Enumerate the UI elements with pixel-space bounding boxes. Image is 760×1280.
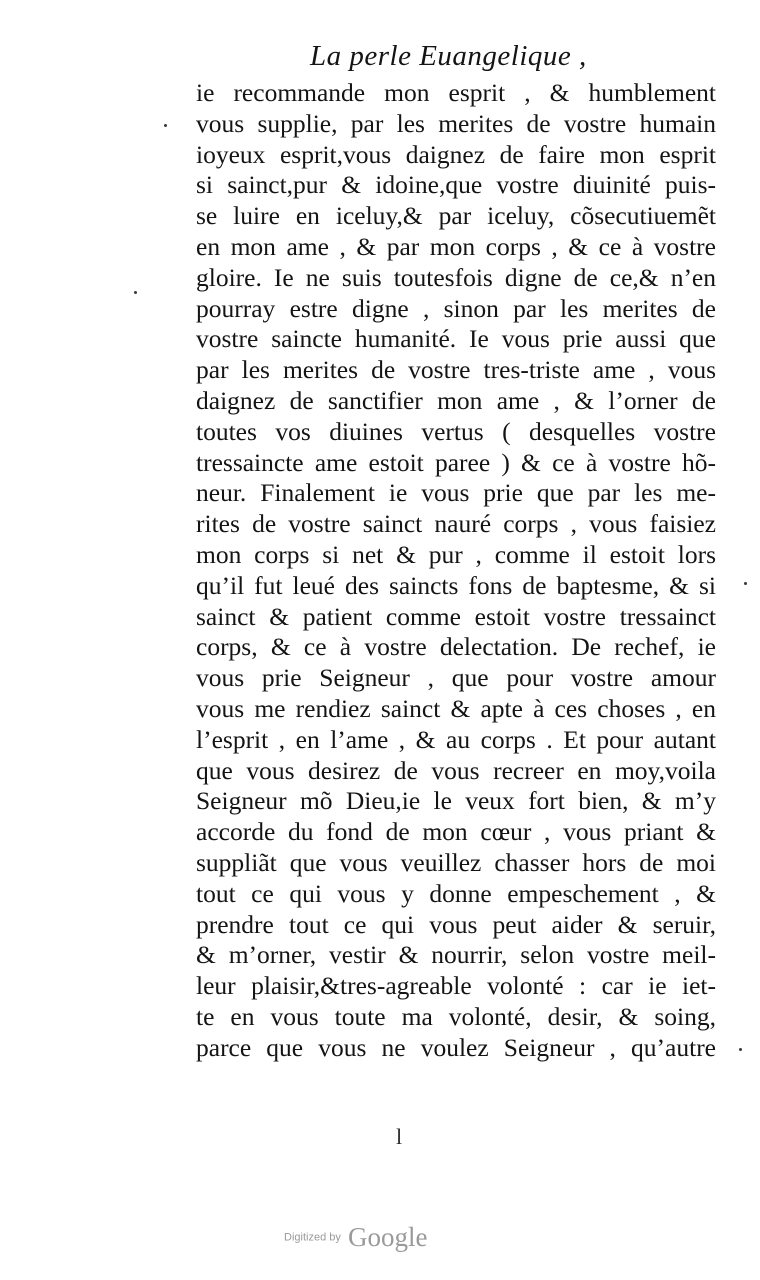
text-line: Seigneur mõ Dieu,ie le veux fort bien, & m’y	[196, 786, 716, 816]
text-line: neur. Finalement ie vous prie que par les me-	[196, 478, 716, 508]
text-line: tout ce qui vous y donne empeschement , &	[196, 878, 716, 908]
text-line: se luire en iceluy,& par iceluy, cõsecutiuemẽt	[196, 201, 716, 231]
margin-speck	[739, 1048, 742, 1051]
text-line: vous supplie, par les merites de vostre humain	[196, 108, 716, 138]
text-line: rites de vostre sainct nauré corps , vous faisiez	[196, 509, 716, 539]
digitized-watermark	[284, 1222, 427, 1253]
text-line: mon corps si net & pur , comme il estoit lors	[196, 539, 716, 569]
page-folio: l	[396, 1124, 403, 1149]
text-line: par les merites de vostre tres-triste ame , vous	[196, 355, 716, 385]
body-text	[196, 78, 716, 1064]
text-line: sainct & patient comme estoit vostre tressainct	[196, 601, 716, 631]
text-line: ie recommande mon esprit , & humblement	[196, 78, 716, 107]
text-line: si sainct,pur & idoine,que vostre diuinité puis-	[196, 170, 716, 200]
text-line: & m’orner, vestir & nourrir, selon vostre meil-	[196, 940, 716, 970]
text-line: suppliãt que vous veuillez chasser hors de moi	[196, 847, 716, 877]
running-head: La perle Euangelique ,	[310, 40, 587, 72]
text-line: leur plaisir,&tres-agreable volonté : car ie iet-	[196, 971, 716, 1001]
text-line: l’esprit , en l’ame , & au corps . Et pour autant	[196, 724, 716, 754]
text-line: gloire. Ie ne suis toutesfois digne de ce,& n’en	[196, 262, 716, 292]
margin-speck	[164, 124, 167, 127]
text-line: te en vous toute ma volonté, desir, & soing,	[196, 1001, 716, 1031]
text-line: vostre saincte humanité. Ie vous prie aussi que	[196, 324, 716, 354]
text-line: vous me rendiez sainct & apte à ces choses , en	[196, 693, 716, 723]
text-line: qu’il fut leué des saincts fons de baptesme, & si	[196, 570, 716, 600]
text-line: toutes vos diuines vertus ( desquelles vostre	[196, 416, 716, 446]
text-line: accorde du fond de mon cœur , vous priant &	[196, 817, 716, 847]
text-line: parce que vous ne voulez Seigneur , qu’autre	[196, 1032, 716, 1062]
google-logo: Google	[347, 1222, 428, 1252]
text-line: tressaincte ame estoit paree ) & ce à vostre hõ-	[196, 447, 716, 477]
margin-speck	[744, 582, 747, 585]
text-line: que vous desirez de vous recreer en moy,voila	[196, 755, 716, 785]
text-line: ioyeux esprit,vous daignez de faire mon esprit	[196, 139, 716, 169]
text-line: daignez de sanctifier mon ame , & l’orner de	[196, 385, 716, 415]
text-line: corps, & ce à vostre delectation. De rechef, ie	[196, 632, 716, 662]
digitized-by-text: Digitized by	[284, 1231, 341, 1244]
margin-speck	[134, 291, 137, 294]
text-line: pourray estre digne , sinon par les merites de	[196, 293, 716, 323]
text-line: vous prie Seigneur , que pour vostre amour	[196, 663, 716, 693]
text-line: en mon ame , & par mon corps , & ce à vostre	[196, 231, 716, 261]
text-line: prendre tout ce qui vous peut aider & seruir,	[196, 909, 716, 939]
